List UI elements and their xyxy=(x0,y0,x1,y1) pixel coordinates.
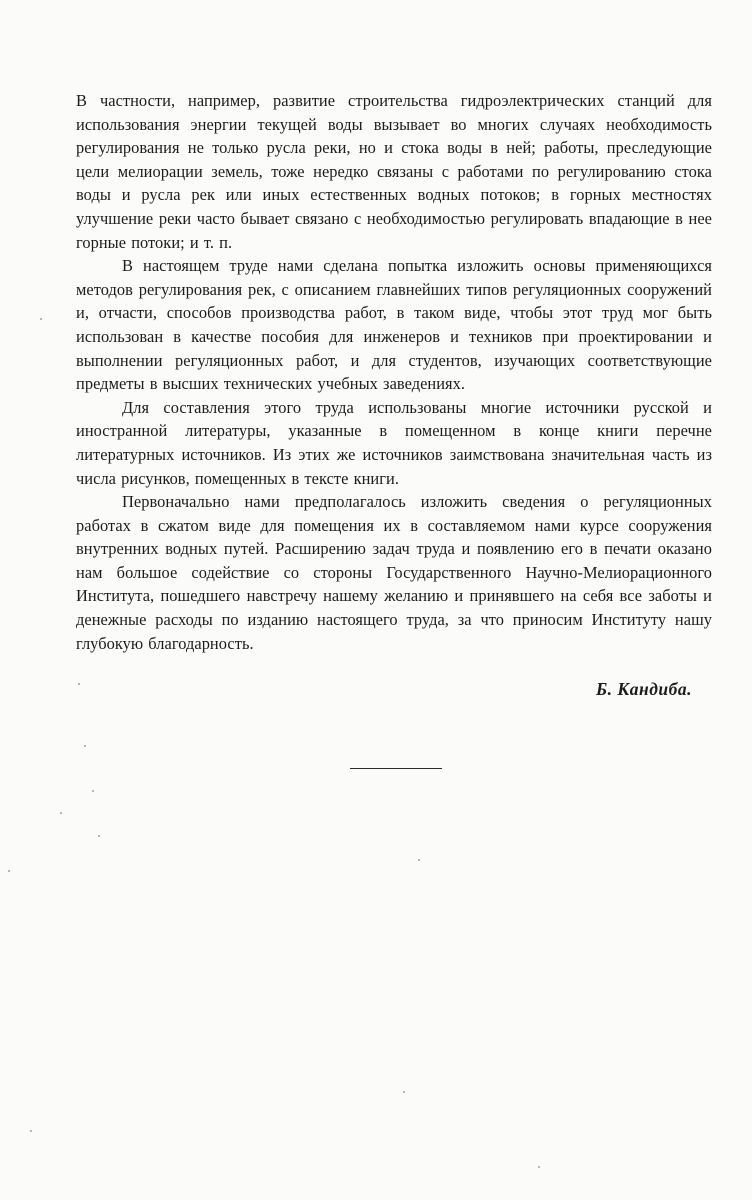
scan-speck xyxy=(84,745,86,747)
scan-speck xyxy=(538,1166,540,1168)
scan-speck xyxy=(403,1091,405,1093)
preface-text xyxy=(76,89,712,655)
scan-speck xyxy=(8,870,10,872)
scan-speck xyxy=(60,812,62,814)
paragraph-4: Первоначально нами предполагалось изложить сведения о регуляционных работах в сжатом виде для помещения их в составляемом нами курсе сооружения внутренних водных путей. Расширению задач труда и появлению его в печати оказано нам большое содействие со стороны Государственного Научно-Мелиорационного Института, пошедшего навстречу нашему желанию и принявшего на себя все заботы и денежные расходы по изданию настоящего труда, за что приносим Институту нашу глубокую благодарность. xyxy=(76,492,712,653)
paragraph-1: В частности, например, развитие строительства гидроэлектрических станций для использования энергии текущей воды вызывает во многих случаях необходимость регулирования не только русла реки, но и стока воды в ней; работы, преследующие цели мелиорации земель, тоже нередко связаны с работами по регулированию стока воды и русла рек или иных естественных водных потоков; в горных местностях улучшение реки часто бывает связано с необходимостью регулировать впадающие в нее горные потоки; и т. п. xyxy=(76,91,712,252)
scan-speck xyxy=(98,835,100,837)
scan-speck xyxy=(418,859,420,861)
section-divider xyxy=(350,768,442,769)
scan-speck xyxy=(30,1130,32,1132)
scan-speck xyxy=(92,790,94,792)
author-signature: Б. Кандиба. xyxy=(596,679,692,699)
scan-speck xyxy=(78,683,80,685)
scan-speck xyxy=(40,318,42,320)
paragraph-3: Для составления этого труда использованы многие источники русской и иностранной литературы, указанные в помещенном в конце книги перечне литературных источников. Из этих же источников заимствована значительная часть из числа рисунков, помещенных в тексте книги. xyxy=(76,397,712,488)
paragraph-2: В настоящем труде нами сделана попытка изложить основы применяющихся методов регулирования рек, с описанием главнейших типов регуляционных сооружений и, отчасти, способов производства работ, в таком виде, чтобы этот труд мог быть использован в качестве пособия для инженеров и техников при проектировании и выполнении регуляционных работ, и для студентов, изучающих соответствующие предметы в высших технических учебных заведениях. xyxy=(76,256,712,394)
